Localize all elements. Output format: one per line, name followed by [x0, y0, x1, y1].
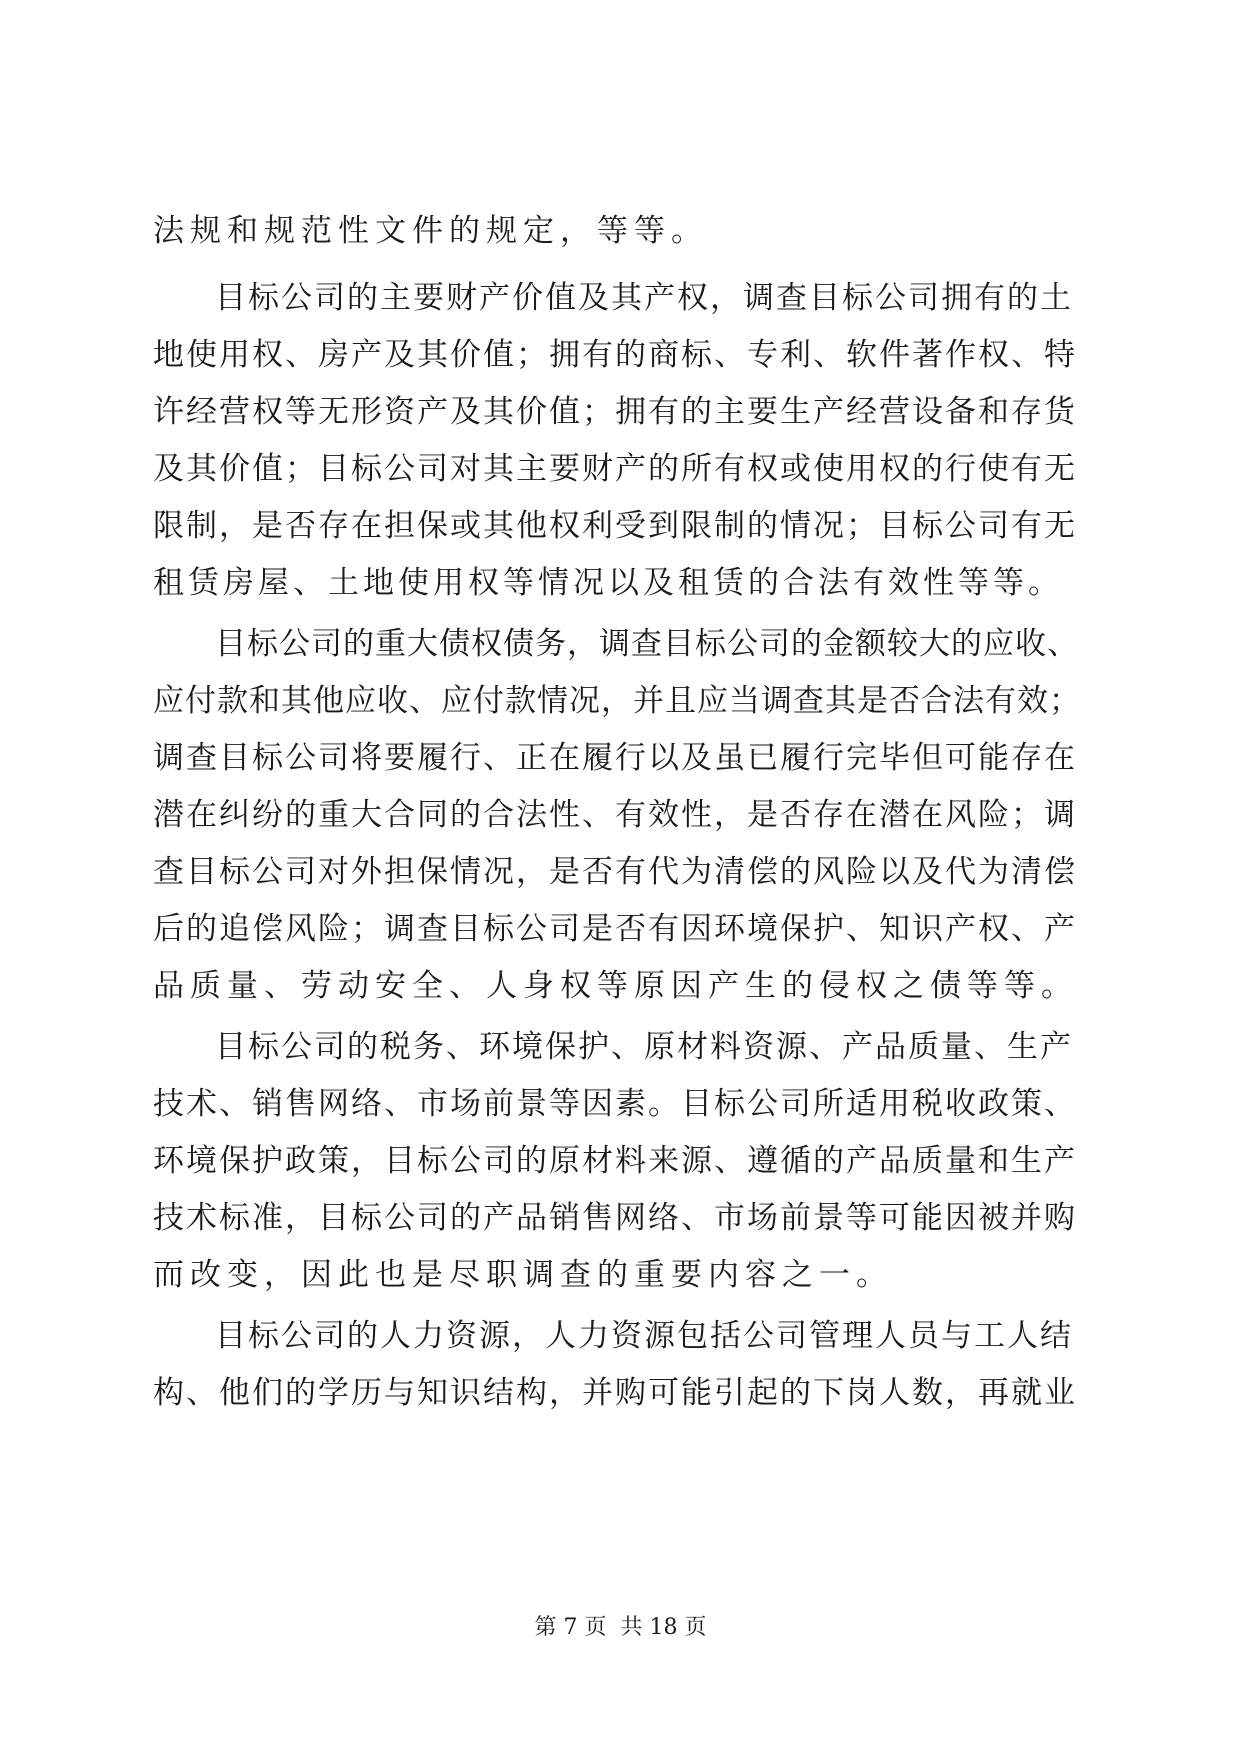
- text-line: 后的追偿风险；调查目标公司是否有因环境保护、知识产权、产: [153, 911, 1077, 947]
- text-line: 许经营权等无形资产及其价值；拥有的主要生产经营设备和存货: [153, 394, 1077, 430]
- text-line: 查目标公司对外担保情况，是否有代为清偿的风险以及代为清偿: [153, 854, 1077, 890]
- text-line: 限制，是否存在担保或其他权利受到限制的情况；目标公司有无: [153, 508, 1077, 544]
- text-line: 潜在纠纷的重大合同的合法性、有效性，是否存在潜在风险；调: [153, 797, 1077, 833]
- text-line: 环境保护政策，目标公司的原材料来源、遵循的产品质量和生产: [153, 1143, 1077, 1179]
- text-line: 及其价值；目标公司对其主要财产的所有权或使用权的行使有无: [153, 451, 1077, 487]
- text-line: 构、他们的学历与知识结构，并购可能引起的下岗人数，再就业: [153, 1375, 1077, 1411]
- text-line: 地使用权、房产及其价值；拥有的商标、专利、软件著作权、特: [153, 337, 1077, 373]
- text-line: 法规和规范性文件的规定，等等。: [153, 213, 708, 249]
- text-line: 技术标准，目标公司的产品销售网络、市场前景等可能因被并购: [153, 1200, 1077, 1236]
- text-line: 调查目标公司将要履行、正在履行以及虽已履行完毕但可能存在: [153, 740, 1077, 776]
- paragraph-first-line: 目标公司的重大债权债务，调查目标公司的金额较大的应收、: [215, 626, 1079, 662]
- text-line: 而改变，因此也是尽职调查的重要内容之一。: [153, 1257, 893, 1293]
- paragraph-first-line: 目标公司的主要财产价值及其产权，调查目标公司拥有的土: [215, 280, 1073, 316]
- paragraph-first-line: 目标公司的税务、环境保护、原材料资源、产品质量、生产: [215, 1029, 1073, 1065]
- text-line: 品质量、劳动安全、人身权等原因产生的侵权之债等等。: [153, 968, 1078, 1004]
- text-line: 技术、销售网络、市场前景等因素。目标公司所适用税收政策、: [153, 1086, 1077, 1122]
- paragraph-first-line: 目标公司的人力资源，人力资源包括公司管理人员与工人结: [215, 1318, 1073, 1354]
- text-line: 租赁房屋、土地使用权等情况以及租赁的合法有效性等等。: [153, 565, 1063, 601]
- page-footer: [0, 1612, 1241, 1644]
- text-line: 应付款和其他应收、应付款情况，并且应当调查其是否合法有效；: [153, 683, 1081, 719]
- page-number-label: 第 7 页 共 18 页: [534, 1615, 707, 1640]
